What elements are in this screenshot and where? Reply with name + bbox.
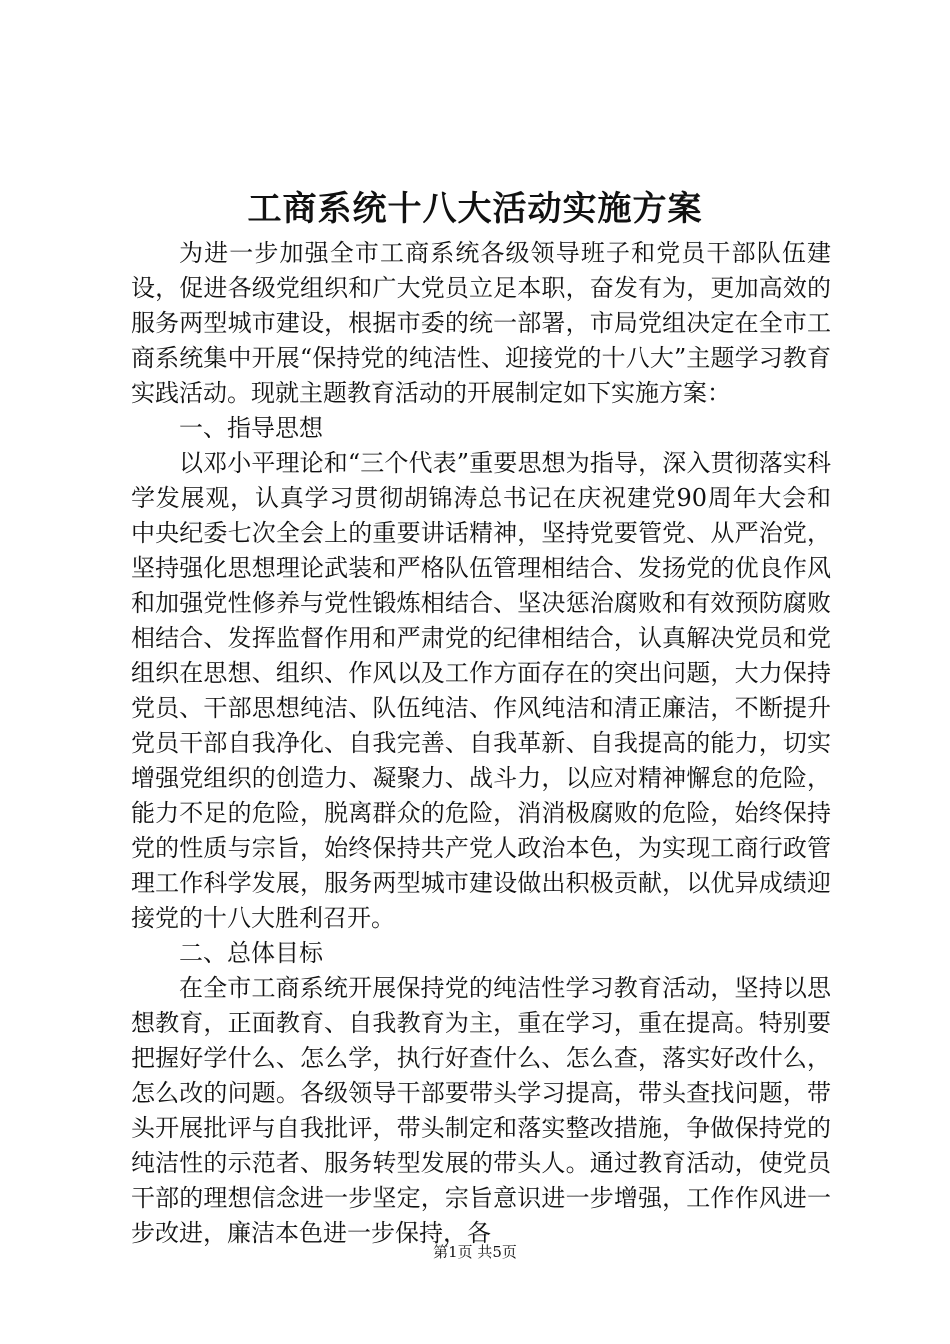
document-title: 工商系统十八大活动实施方案 (247, 189, 703, 229)
section-heading-overall-goal: 二、总体目标 (179, 939, 323, 967)
page-number-footer: 第1页 共5页 (433, 1243, 517, 1261)
section-heading-guiding-ideology: 一、指导思想 (179, 414, 323, 442)
document-body (131, 236, 831, 1251)
section-paragraph-guiding-ideology: 以邓小平理论和“三个代表”重要思想为指导，深入贯彻落实科学发展观，认真学习贯彻胡锦涛总书记在庆祝建党90周年大会和中央纪委七次全会上的重要讲话精神，坚持党要管党、从严治党，坚持强化思想理论武装和严格队伍管理相结合、发扬党的优良作风和加强党性修养与党性锻炼相结合、坚决惩治腐败和有效预防腐败相结合、发挥监督作用和严肃党的纪律相结合，认真解决党员和党组织在思想、组织、作风以及工作方面存在的突出问题，大力保持党员、干部思想纯洁、队伍纯洁、作风纯洁和清正廉洁，不断提升党员干部自我净化、自我完善、自我革新、自我提高的能力，切实增强党组织的创造力、凝聚力、战斗力，以应对精神懈怠的危险，能力不足的危险，脱离群众的危险，消消极腐败的危险，始终保持党的性质与宗旨，始终保持共产党人政治本色，为实现工商行政管理工作科学发展，服务两型城市建设做出积极贡献，以优异成绩迎接党的十八大胜利召开。 (131, 449, 831, 932)
intro-paragraph: 为进一步加强全市工商系统各级领导班子和党员干部队伍建设，促进各级党组织和广大党员立足本职，奋发有为，更加高效的服务两型城市建设，根据市委的统一部署，市局党组决定在全市工商系统集中开展“保持党的纯洁性、迎接党的十八大”主题学习教育实践活动。现就主题教育活动的开展制定如下实施方案： (131, 239, 831, 407)
section-paragraph-overall-goal: 在全市工商系统开展保持党的纯洁性学习教育活动，坚持以思想教育，正面教育、自我教育为主，重在学习，重在提高。特别要把握好学什么、怎么学，执行好查什么、怎么查，落实好改什么，怎么改的问题。各级领导干部要带头学习提高，带头查找问题，带头开展批评与自我批评，带头制定和落实整改措施，争做保持党的纯洁性的示范者、服务转型发展的带头人。通过教育活动，使党员干部的理想信念进一步坚定，宗旨意识进一步增强，工作作风进一步改进，廉洁本色进一步保持，各 (131, 974, 831, 1247)
